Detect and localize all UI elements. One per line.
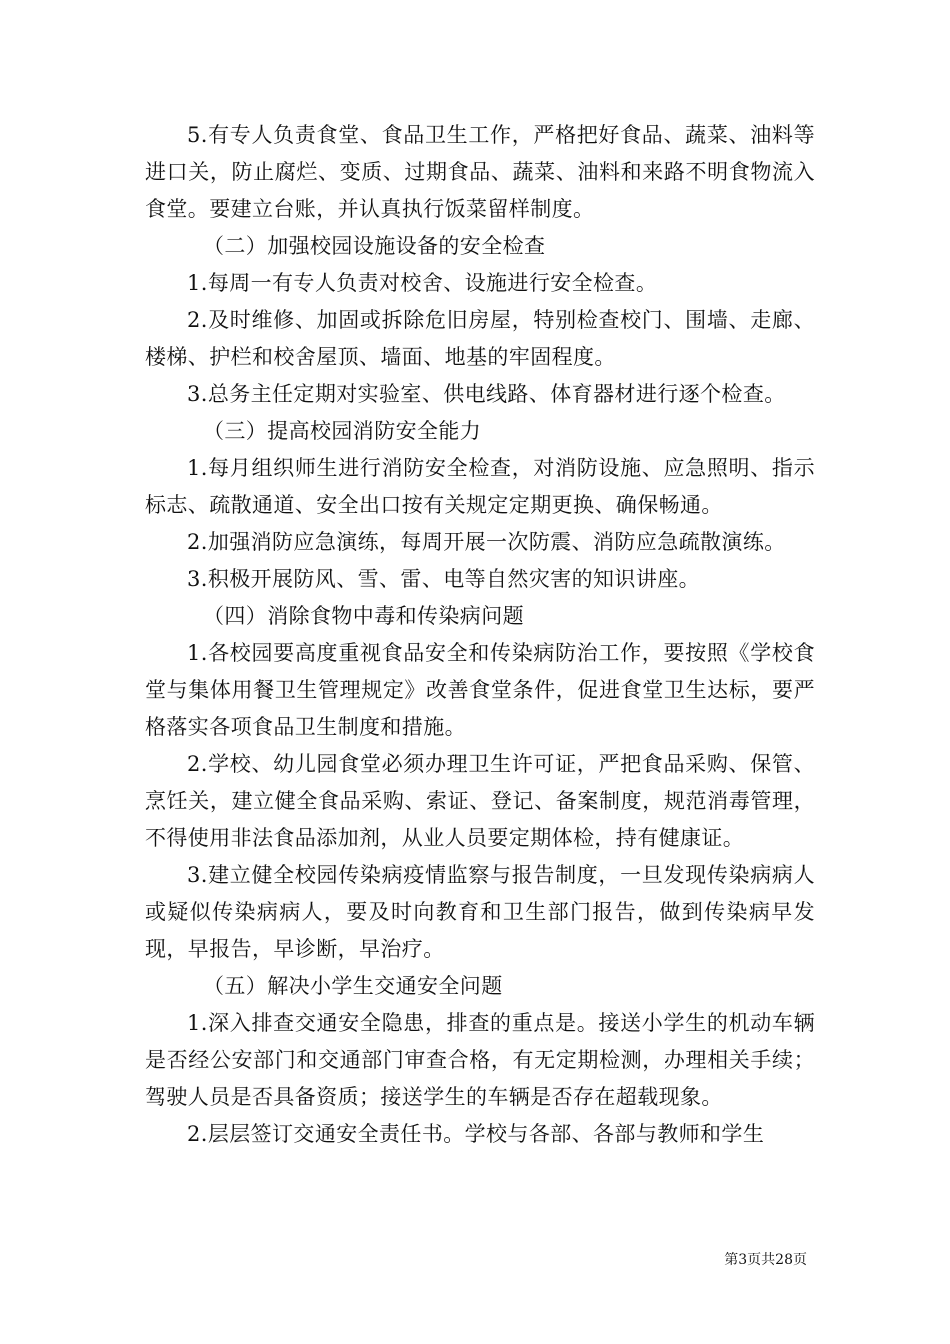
paragraph-fire-1: 1.每月组织师生进行消防安全检查，对消防设施、应急照明、指示标志、疏散通道、安全出口按有关规定定期更换、确保畅通。 <box>145 456 815 517</box>
section-heading-4: （四）消除食物中毒和传染病问题 <box>203 604 524 628</box>
page-number-footer: 第3页共28页 <box>724 1252 807 1268</box>
paragraph-traffic-1: 1.深入排查交通安全隐患，排查的重点是。接送小学生的机动车辆是否经公安部门和交通部门审查合格，有无定期检测，办理相关手续；驾驶人员是否具备资质；接送学生的车辆是否存在超载现象。 <box>145 1011 815 1109</box>
paragraph-traffic-2: 2.层层签订交通安全责任书。学校与各部、各部与教师和学生 <box>187 1122 765 1146</box>
paragraph-fire-2: 2.加强消防应急演练，每周开展一次防震、消防应急疏散演练。 <box>187 530 786 554</box>
paragraph-health-2: 2.学校、幼儿园食堂必须办理卫生许可证，严把食品采购、保管、烹饪关，建立健全食品采购、索证、登记、备案制度，规范消毒管理，不得使用非法食品添加剂，从业人员要定期体检，持有健康证。 <box>145 752 815 850</box>
section-heading-5: （五）解决小学生交通安全问题 <box>203 974 503 998</box>
paragraph-facility-2: 2.及时维修、加固或拆除危旧房屋，特别检查校门、围墙、走廊、楼梯、护栏和校舍屋顶、墙面、地基的牢固程度。 <box>145 308 815 369</box>
section-heading-3: （三）提高校园消防安全能力 <box>203 419 482 443</box>
paragraph-fire-3: 3.积极开展防风、雪、雷、电等自然灾害的知识讲座。 <box>187 567 701 591</box>
paragraph-health-3: 3.建立健全校园传染病疫情监察与报告制度，一旦发现传染病病人或疑似传染病病人，要及时向教育和卫生部门报告，做到传染病早发现，早报告，早诊断，早治疗。 <box>145 863 815 961</box>
paragraph-food-5: 5.有专人负责食堂、食品卫生工作，严格把好食品、蔬菜、油料等进口关，防止腐烂、变质、过期食品、蔬菜、油料和来路不明食物流入食堂。要建立台账，并认真执行饭菜留样制度。 <box>145 123 815 221</box>
paragraph-health-1: 1.各校园要高度重视食品安全和传染病防治工作，要按照《学校食堂与集体用餐卫生管理规定》改善食堂条件，促进食堂卫生达标，要严格落实各项食品卫生制度和措施。 <box>145 641 815 739</box>
section-heading-2: （二）加强校园设施设备的安全检查 <box>203 234 546 258</box>
document-body <box>145 117 815 1153</box>
paragraph-facility-3: 3.总务主任定期对实验室、供电线路、体育器材进行逐个检查。 <box>187 382 786 406</box>
paragraph-facility-1: 1.每周一有专人负责对校舍、设施进行安全检查。 <box>187 271 658 295</box>
